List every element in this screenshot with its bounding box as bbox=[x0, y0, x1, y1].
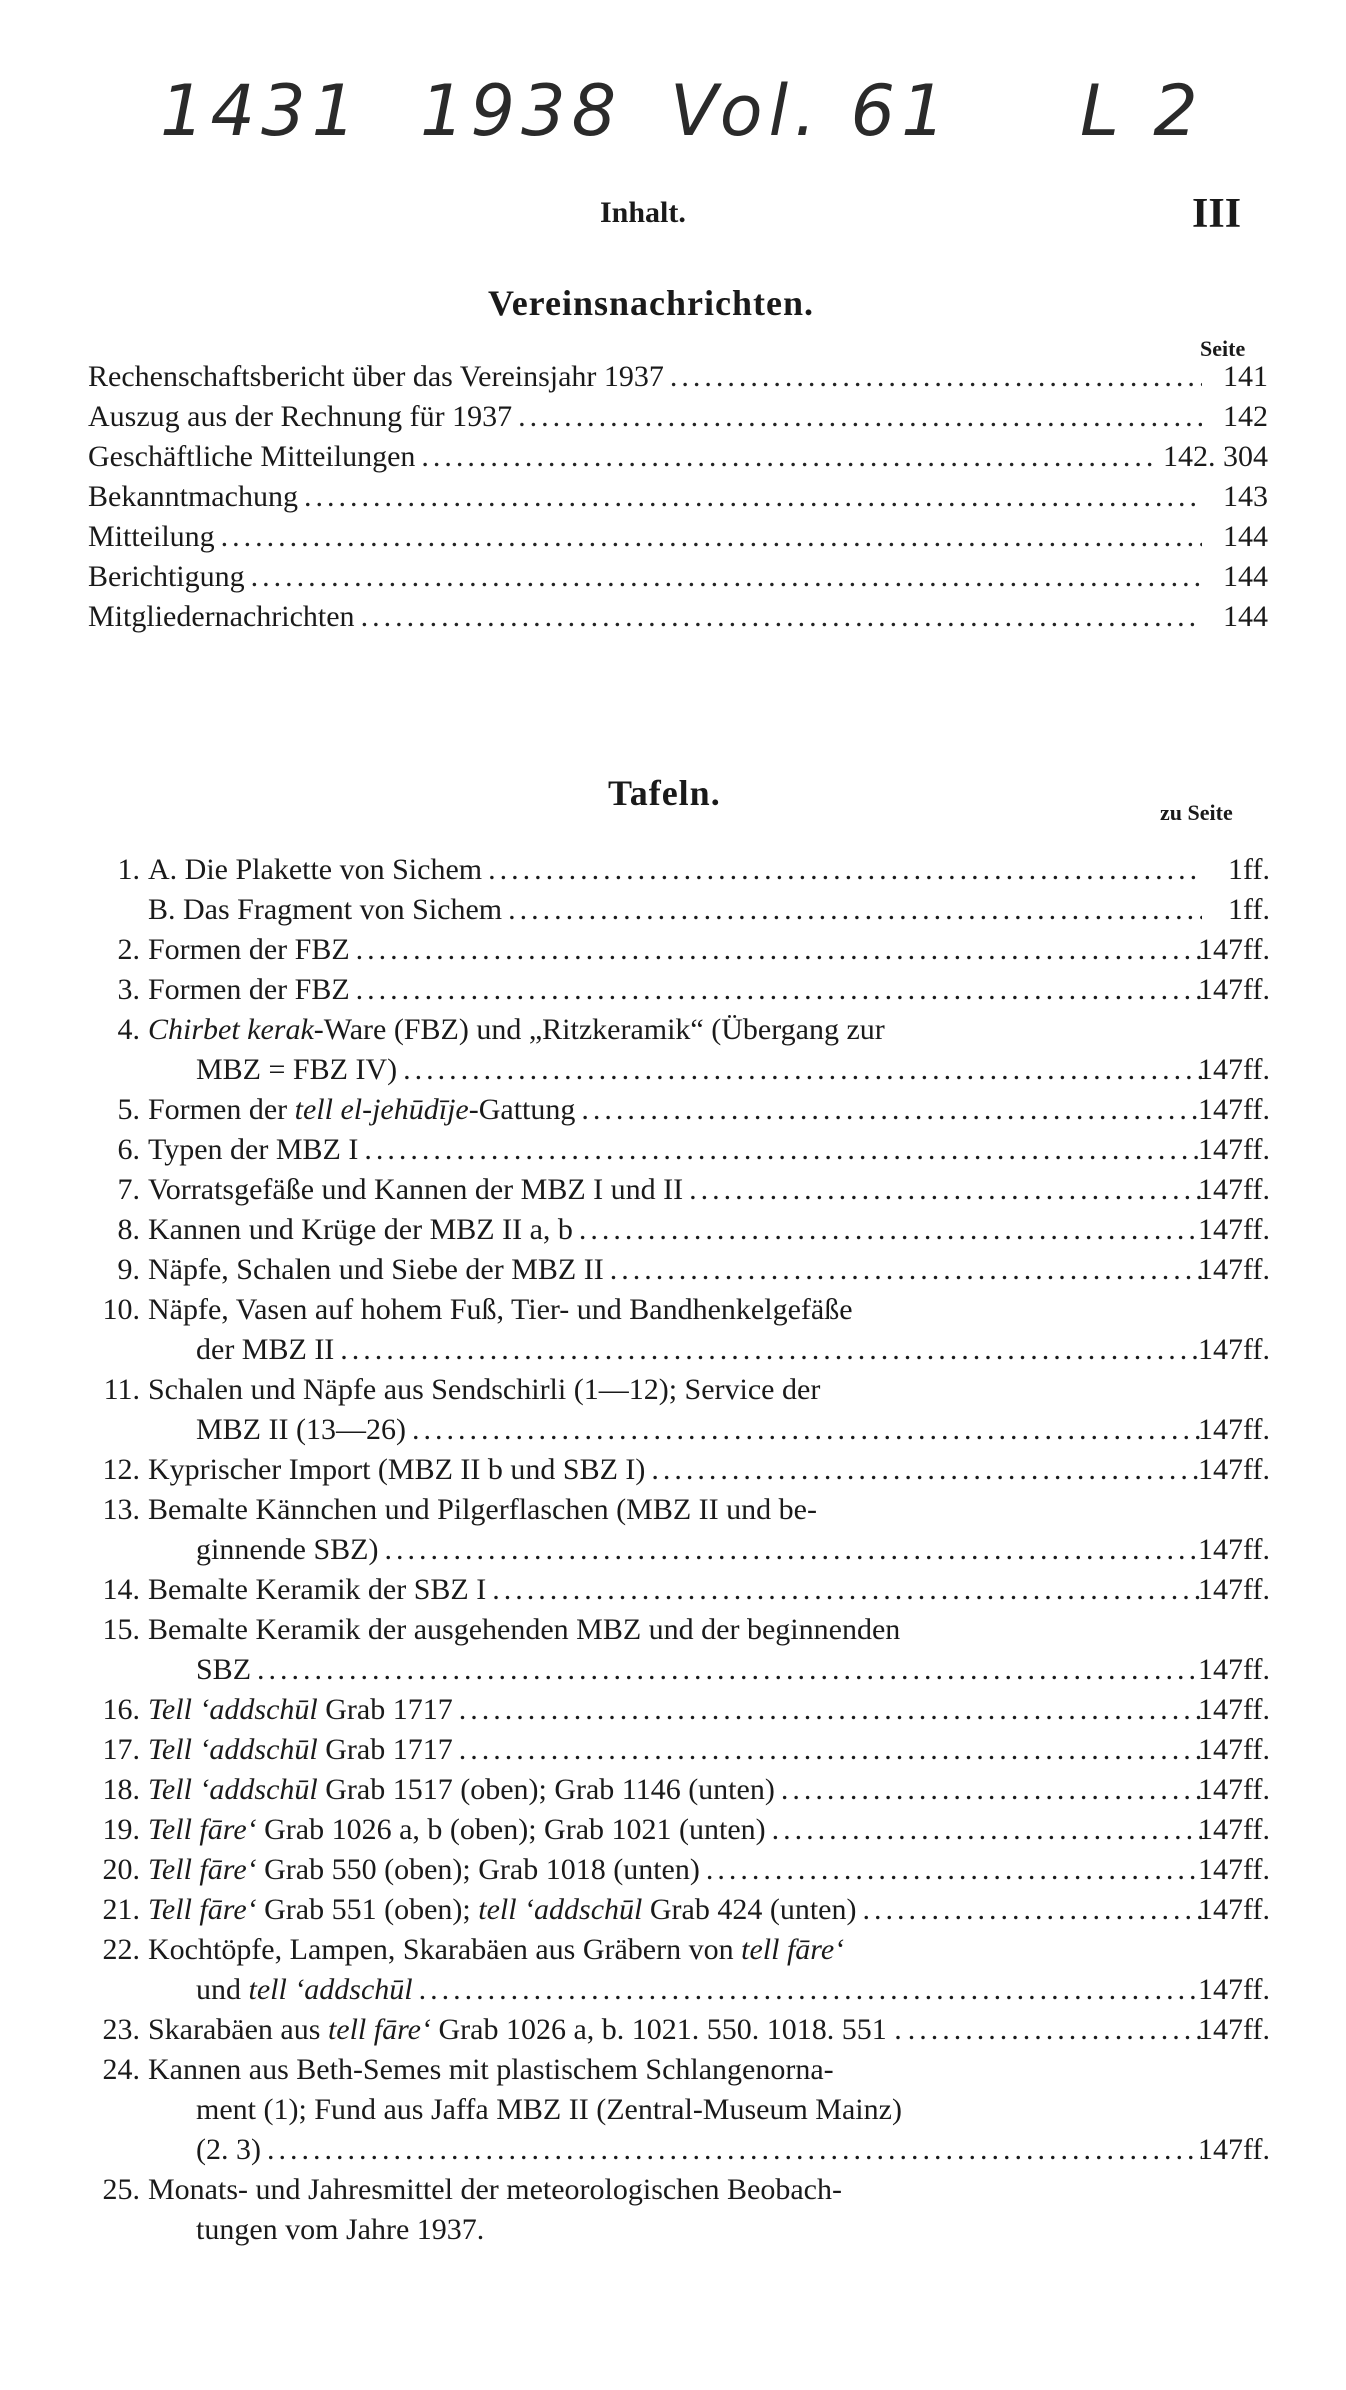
plate-title-line: ginnende SBZ) ..... bbox=[148, 1530, 1208, 1570]
toc-entry-page: 142 bbox=[1223, 400, 1268, 433]
toc-entry-page: 144 bbox=[1223, 520, 1268, 553]
plate-title-line: ment (1); Fund aus Jaffa MBZ II (Zentral-Museum Mainz) bbox=[196, 2093, 902, 2126]
plate-page: 147ff. bbox=[1198, 1053, 1270, 1086]
plate-page: 147ff. bbox=[1198, 1453, 1270, 1486]
plate-entry bbox=[70, 1450, 1270, 1490]
leader-dots bbox=[459, 1730, 1202, 1770]
leader-dots bbox=[581, 1090, 1202, 1130]
plate-number: 24. bbox=[102, 2053, 140, 2086]
plate-page: 147ff. bbox=[1198, 1773, 1270, 1806]
plate-title-line: Bemalte Kännchen und Pilgerflaschen (MBZ II und be- bbox=[148, 1493, 817, 1526]
toc-entry bbox=[88, 600, 1268, 640]
leader-dots bbox=[419, 1970, 1202, 2010]
plate-page: 147ff. bbox=[1198, 1693, 1270, 1726]
leader-dots bbox=[361, 600, 1202, 634]
leader-dots bbox=[257, 1650, 1202, 1690]
plate-title-line: tungen vom Jahre 1937. bbox=[196, 2213, 485, 2246]
plate-entry bbox=[70, 1730, 1270, 1770]
section-title-vereinsnachrichten: Vereinsnachrichten. bbox=[488, 283, 815, 323]
plate-title-line: Bemalte Keramik der ausgehenden MBZ und der beginnenden bbox=[148, 1613, 901, 1646]
plate-entry bbox=[70, 1250, 1270, 1290]
plate-number: 9. bbox=[117, 1253, 140, 1286]
plate-title-line: Monats- und Jahresmittel der meteorologischen Beobach- bbox=[148, 2173, 842, 2206]
plate-entry bbox=[70, 2050, 1270, 2170]
plate-number: 10. bbox=[102, 1293, 140, 1326]
plate-entry bbox=[70, 1130, 1270, 1170]
plate-title-line: A. Die Plakette von Sichem ..... bbox=[148, 850, 1208, 890]
plate-entry bbox=[70, 2170, 1270, 2250]
toc-entry-page: 142. 304 bbox=[1163, 440, 1268, 473]
plate-entry bbox=[70, 930, 1270, 970]
plate-entry bbox=[70, 1610, 1270, 1690]
leader-dots bbox=[862, 1890, 1202, 1930]
plate-page: 147ff. bbox=[1198, 1973, 1270, 2006]
plate-entry bbox=[70, 1090, 1270, 1130]
plate-number: 1. bbox=[117, 853, 140, 886]
leader-dots bbox=[356, 930, 1202, 970]
plate-number: 20. bbox=[102, 1853, 140, 1886]
plate-number: 12. bbox=[102, 1453, 140, 1486]
section-title-tafeln: Tafeln. bbox=[608, 773, 721, 813]
plate-entry bbox=[70, 890, 1270, 930]
plate-number: 25. bbox=[102, 2173, 140, 2206]
plate-title-line: Formen der tell el-jehūdīje-Gattung ..... bbox=[148, 1090, 1208, 1130]
plate-number: 4. bbox=[117, 1013, 140, 1046]
toc-entry bbox=[88, 480, 1268, 520]
leader-dots bbox=[412, 1410, 1202, 1450]
page-header-title: Inhalt. bbox=[600, 196, 686, 229]
plate-entry bbox=[70, 1210, 1270, 1250]
leader-dots bbox=[304, 480, 1202, 514]
leader-dots bbox=[421, 440, 1157, 474]
leader-dots bbox=[508, 890, 1202, 930]
plate-title-line: MBZ = FBZ IV) ..... bbox=[148, 1050, 1208, 1090]
plate-entry bbox=[70, 1850, 1270, 1890]
leader-dots bbox=[689, 1170, 1202, 1210]
plate-page: 147ff. bbox=[1198, 1413, 1270, 1446]
plate-title-line: SBZ ..... bbox=[148, 1650, 1208, 1690]
plate-title-line: Näpfe, Schalen und Siebe der MBZ II ..... bbox=[148, 1250, 1208, 1290]
plate-page: 147ff. bbox=[1198, 1533, 1270, 1566]
handwritten-volume: Vol. 61 bbox=[670, 70, 952, 152]
plate-title-line: Näpfe, Vasen auf hohem Fuß, Tier- und Bandhenkelgefäße bbox=[148, 1293, 853, 1326]
plate-number: 14. bbox=[102, 1573, 140, 1606]
column-label-seite: Seite bbox=[1200, 336, 1246, 361]
toc-entry-page: 143 bbox=[1223, 480, 1268, 513]
toc-entry bbox=[88, 520, 1268, 560]
leader-dots bbox=[488, 850, 1202, 890]
plate-page: 147ff. bbox=[1198, 1093, 1270, 1126]
plate-number: 3. bbox=[117, 973, 140, 1006]
plate-entry bbox=[70, 1170, 1270, 1210]
plate-entry bbox=[70, 1770, 1270, 1810]
handwritten-number: 1431 bbox=[160, 70, 363, 152]
plate-page: 1ff. bbox=[1228, 853, 1270, 886]
handwritten-shelf: L 2 bbox=[1080, 70, 1204, 152]
leader-dots bbox=[579, 1210, 1202, 1250]
leader-dots bbox=[364, 1130, 1202, 1170]
leader-dots bbox=[772, 1810, 1202, 1850]
plate-title-line: Kochtöpfe, Lampen, Skarabäen aus Gräbern von tell fāre‘ bbox=[148, 1933, 845, 1966]
toc-entry bbox=[88, 360, 1268, 400]
plate-page: 147ff. bbox=[1198, 1853, 1270, 1886]
toc-entry-page: 141 bbox=[1223, 360, 1268, 393]
plate-page: 1ff. bbox=[1228, 893, 1270, 926]
plate-entry bbox=[70, 1810, 1270, 1850]
plate-entry bbox=[70, 970, 1270, 1010]
toc-entry-page: 144 bbox=[1223, 600, 1268, 633]
page-number: III bbox=[1192, 191, 1242, 237]
plate-title-line: Kannen aus Beth-Semes mit plastischem Schlangenorna- bbox=[148, 2053, 834, 2086]
leader-dots bbox=[340, 1330, 1202, 1370]
plate-page: 147ff. bbox=[1198, 1653, 1270, 1686]
plate-entry bbox=[70, 1890, 1270, 1930]
plate-number: 22. bbox=[102, 1933, 140, 1966]
column-label-zu-seite: zu Seite bbox=[1160, 800, 1233, 825]
plate-number: 19. bbox=[102, 1813, 140, 1846]
plate-entry bbox=[70, 2010, 1270, 2050]
plate-number: 17. bbox=[102, 1733, 140, 1766]
plate-number: 6. bbox=[117, 1133, 140, 1166]
plate-title-line: Kyprischer Import (MBZ II b und SBZ I) ..... bbox=[148, 1450, 1208, 1490]
leader-dots bbox=[781, 1770, 1202, 1810]
leader-dots bbox=[221, 520, 1202, 554]
leader-dots bbox=[670, 360, 1202, 394]
plate-title-line: Tell ‘addschūl Grab 1717 ..... bbox=[148, 1730, 1208, 1770]
plate-number: 16. bbox=[102, 1693, 140, 1726]
plate-number: 2. bbox=[117, 933, 140, 966]
plate-page: 147ff. bbox=[1198, 1173, 1270, 1206]
toc-entry-label: Bekanntmachung bbox=[88, 480, 298, 513]
plate-number: 23. bbox=[102, 2013, 140, 2046]
plate-entry bbox=[70, 1690, 1270, 1730]
plate-number: 5. bbox=[117, 1093, 140, 1126]
leader-dots bbox=[384, 1530, 1202, 1570]
plate-title-line: Typen der MBZ I ..... bbox=[148, 1130, 1208, 1170]
plate-entry bbox=[70, 1490, 1270, 1570]
leader-dots bbox=[251, 560, 1202, 594]
plate-title-line: Bemalte Keramik der SBZ I ..... bbox=[148, 1570, 1208, 1610]
plate-title-line: Vorratsgefäße und Kannen der MBZ I und II ..... bbox=[148, 1170, 1208, 1210]
plate-entry bbox=[70, 1010, 1270, 1090]
leader-dots bbox=[459, 1690, 1202, 1730]
plate-number: 7. bbox=[117, 1173, 140, 1206]
plate-number: 21. bbox=[102, 1893, 140, 1926]
leader-dots bbox=[651, 1450, 1202, 1490]
plate-number: 18. bbox=[102, 1773, 140, 1806]
toc-entry bbox=[88, 440, 1268, 480]
plate-title-line: Tell ‘addschūl Grab 1517 (oben); Grab 1146 (unten) ..... bbox=[148, 1770, 1208, 1810]
toc-entry-label: Geschäftliche Mitteilungen bbox=[88, 440, 416, 473]
plate-title-line: MBZ II (13—26) ..... bbox=[148, 1410, 1208, 1450]
leader-dots bbox=[610, 1250, 1202, 1290]
plate-title-line: Tell fāre‘ Grab 551 (oben); tell ‘addschūl Grab 424 (unten) ..... bbox=[148, 1890, 1208, 1930]
plate-page: 147ff. bbox=[1198, 1893, 1270, 1926]
leader-dots bbox=[403, 1050, 1202, 1090]
plate-page: 147ff. bbox=[1198, 2133, 1270, 2166]
plate-page: 147ff. bbox=[1198, 1333, 1270, 1366]
plate-page: 147ff. bbox=[1198, 973, 1270, 1006]
handwritten-note bbox=[150, 60, 1270, 170]
plate-title-line: Skarabäen aus tell fāre‘ Grab 1026 a, b. 1021. 550. 1018. 551 . ..... bbox=[148, 2010, 1208, 2050]
plate-title-line: Tell fāre‘ Grab 550 (oben); Grab 1018 (unten) ..... bbox=[148, 1850, 1208, 1890]
leader-dots bbox=[492, 1570, 1202, 1610]
plate-number: 13. bbox=[102, 1493, 140, 1526]
leader-dots bbox=[908, 2010, 1202, 2050]
plate-title-line: Schalen und Näpfe aus Sendschirli (1—12); Service der bbox=[148, 1373, 821, 1406]
leader-dots bbox=[706, 1850, 1202, 1890]
plate-page: 147ff. bbox=[1198, 1133, 1270, 1166]
toc-entry bbox=[88, 400, 1268, 440]
plate-page: 147ff. bbox=[1198, 1733, 1270, 1766]
plate-title-line: Tell fāre‘ Grab 1026 a, b (oben); Grab 1021 (unten) ..... bbox=[148, 1810, 1208, 1850]
plate-page: 147ff. bbox=[1198, 1813, 1270, 1846]
toc-entry-label: Berichtigung bbox=[88, 560, 245, 593]
toc-entry bbox=[88, 560, 1268, 600]
plate-title-line: der MBZ II ..... bbox=[148, 1330, 1208, 1370]
plate-title-line: Formen der FBZ ..... bbox=[148, 970, 1208, 1010]
plate-number: 15. bbox=[102, 1613, 140, 1646]
plate-entry bbox=[70, 850, 1270, 890]
plate-entry bbox=[70, 1930, 1270, 2010]
plate-title-line: (2. 3) ..... bbox=[148, 2130, 1208, 2170]
leader-dots bbox=[356, 970, 1202, 1010]
vereinsnachrichten-list bbox=[88, 360, 1268, 640]
plate-title-line: Tell ‘addschūl Grab 1717 ..... bbox=[148, 1690, 1208, 1730]
toc-entry-label: Auszug aus der Rechnung für 1937 bbox=[88, 400, 513, 433]
plate-title-line: Kannen und Krüge der MBZ II a, b ..... bbox=[148, 1210, 1208, 1250]
plate-page: 147ff. bbox=[1198, 933, 1270, 966]
leader-dots bbox=[518, 400, 1202, 434]
plate-title-line: B. Das Fragment von Sichem ..... bbox=[148, 890, 1208, 930]
handwritten-year: 1938 bbox=[420, 70, 623, 152]
plate-number: 8. bbox=[117, 1213, 140, 1246]
toc-entry-label: Mitteilung bbox=[88, 520, 215, 553]
plate-entry bbox=[70, 1290, 1270, 1370]
plate-title-line: Chirbet kerak-Ware (FBZ) und „Ritzkeramik“ (Übergang zur bbox=[148, 1013, 885, 1046]
plate-page: 147ff. bbox=[1198, 1253, 1270, 1286]
plate-title-line: und tell ‘addschūl ..... bbox=[148, 1970, 1208, 2010]
plate-page: 147ff. bbox=[1198, 1213, 1270, 1246]
plate-title-line: Formen der FBZ ..... bbox=[148, 930, 1208, 970]
plate-entry bbox=[70, 1570, 1270, 1610]
plate-number: 11. bbox=[103, 1373, 140, 1406]
tafeln-list bbox=[70, 850, 1270, 2250]
plate-page: 147ff. bbox=[1198, 2013, 1270, 2046]
plate-page: 147ff. bbox=[1198, 1573, 1270, 1606]
toc-entry-label: Rechenschaftsbericht über das Vereinsjahr 1937 bbox=[88, 360, 664, 393]
toc-entry-page: 144 bbox=[1223, 560, 1268, 593]
toc-entry-label: Mitgliedernachrichten bbox=[88, 600, 355, 633]
leader-dots bbox=[267, 2130, 1202, 2170]
plate-entry bbox=[70, 1370, 1270, 1450]
